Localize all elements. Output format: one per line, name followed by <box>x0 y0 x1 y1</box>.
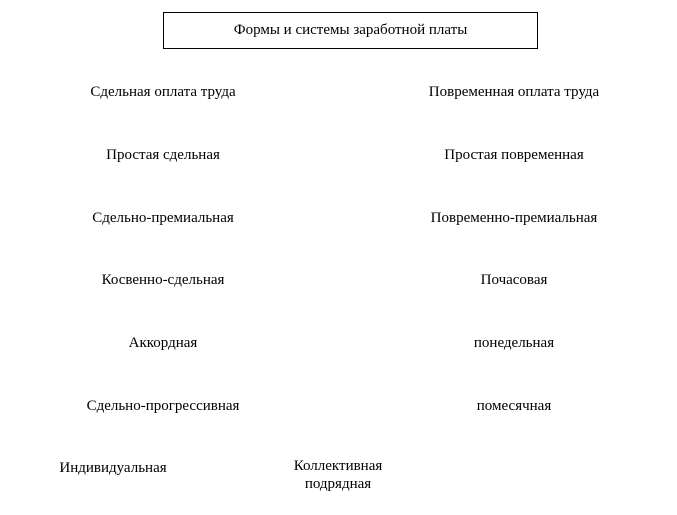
hourly: Почасовая <box>480 272 548 288</box>
indirect-piecework: Косвенно-сдельная <box>101 272 225 288</box>
monthly: помесячная <box>476 398 552 414</box>
time-based-header: Повременная оплата труда <box>428 84 600 100</box>
piecework-bonus: Сдельно-премиальная <box>92 210 234 226</box>
simple-piecework: Простая сдельная <box>106 147 220 163</box>
individual: Индивидуальная <box>59 460 167 476</box>
collective-line-2: подрядная <box>304 476 372 492</box>
collective-contract <box>294 457 383 493</box>
diagram-title-box <box>163 12 538 49</box>
time-based-bonus: Повременно-премиальная <box>430 210 598 226</box>
lump-sum: Аккордная <box>128 335 198 351</box>
progressive-piecework: Сдельно-прогрессивная <box>86 398 240 414</box>
diagram-title: Формы и системы заработной платы <box>233 22 468 38</box>
simple-time-based: Простая повременная <box>444 147 584 163</box>
weekly: понедельная <box>473 335 555 351</box>
piecework-header: Сдельная оплата труда <box>90 84 236 100</box>
collective-line-1: Коллективная <box>293 458 383 474</box>
